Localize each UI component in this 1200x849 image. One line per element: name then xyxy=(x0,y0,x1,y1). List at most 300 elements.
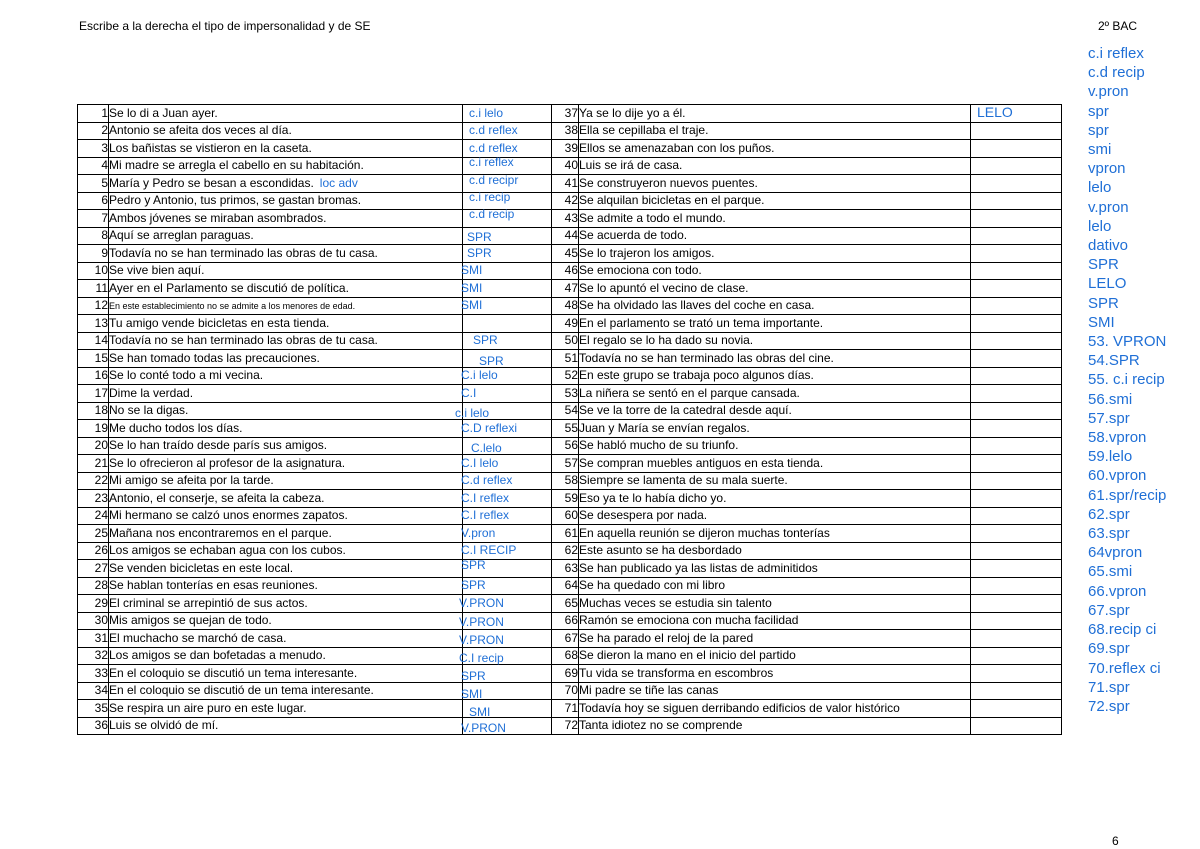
item-number: 45 xyxy=(552,245,579,263)
answer-text: SMI xyxy=(461,263,483,278)
sentence-text: Ellos se amenazaban con los puños. xyxy=(579,140,971,158)
answer-text: SPR xyxy=(461,578,486,593)
side-answer-item: smi xyxy=(1088,141,1112,159)
answer-cell[interactable] xyxy=(463,472,552,490)
table-row xyxy=(78,612,1062,630)
side-answer-item: 71.spr xyxy=(1088,678,1130,696)
side-answer-item: spr xyxy=(1088,121,1109,139)
item-number: 24 xyxy=(78,507,109,525)
page-number: 6 xyxy=(1112,834,1119,848)
sentence-text xyxy=(109,315,463,333)
answer-text: C.I reflex xyxy=(461,508,510,523)
item-number: 23 xyxy=(78,490,109,508)
sentence-text xyxy=(109,647,463,665)
answer-text: SMI xyxy=(461,280,483,295)
item-number: 65 xyxy=(552,595,579,613)
item-number: 56 xyxy=(552,437,579,455)
side-answer-item: v.pron xyxy=(1088,198,1129,216)
sentence-text-value: Se lo conté todo a mi vecina. xyxy=(109,368,264,383)
answer-text: SPR xyxy=(479,353,504,368)
sentence-text: Se compran muebles antiguos en esta tienda. xyxy=(579,455,971,473)
sentence-text-value: El muchacho se marchó de casa. xyxy=(109,630,287,645)
table-row xyxy=(78,595,1062,613)
answer-cell[interactable] xyxy=(971,245,1062,263)
table-row xyxy=(78,175,1062,193)
answer-cell[interactable] xyxy=(459,595,552,613)
table-row xyxy=(78,350,1062,368)
item-number: 33 xyxy=(78,665,109,683)
answer-cell[interactable] xyxy=(463,245,552,263)
answer-cell[interactable] xyxy=(463,227,552,245)
course-level: 2º BAC xyxy=(1098,19,1138,33)
answer-cell[interactable] xyxy=(971,560,1062,578)
answer-text: c.d recip xyxy=(469,206,515,221)
sentence-text: Todavía hoy se siguen derribando edificios de valor histórico xyxy=(579,700,971,718)
answer-cell[interactable] xyxy=(971,420,1062,438)
sentence-text-value: Luis se olvidó de mí. xyxy=(109,718,219,733)
answer-cell[interactable] xyxy=(971,455,1062,473)
item-number: 32 xyxy=(78,647,109,665)
answer-text: SPR xyxy=(473,333,498,348)
sentence-text: Este asunto se ha desbordado xyxy=(579,542,971,560)
item-number: 35 xyxy=(78,700,109,718)
item-number: 55 xyxy=(552,420,579,438)
sentence-text: Muchas veces se estudia sin talento xyxy=(579,595,971,613)
table-row xyxy=(78,647,1062,665)
item-number: 51 xyxy=(552,350,579,368)
table-row xyxy=(78,700,1062,718)
answer-cell[interactable] xyxy=(971,105,1062,123)
answer-cell[interactable] xyxy=(971,717,1062,735)
answer-cell[interactable] xyxy=(459,630,552,648)
sentence-text xyxy=(109,210,463,228)
sentence-text: Eso ya te lo había dicho yo. xyxy=(579,490,971,508)
item-number: 21 xyxy=(78,455,109,473)
item-number: 20 xyxy=(78,437,109,455)
table-row xyxy=(78,577,1062,595)
answer-cell[interactable] xyxy=(971,367,1062,385)
sentence-text xyxy=(109,140,463,158)
item-number: 15 xyxy=(78,350,109,368)
side-answer-item: 65.smi xyxy=(1088,563,1133,581)
answer-text: C.I reflex xyxy=(461,490,510,505)
answer-cell[interactable] xyxy=(971,490,1062,508)
side-answer-item: SPR xyxy=(1088,256,1119,274)
answer-text: C.I lelo xyxy=(461,455,499,470)
table-row xyxy=(78,227,1062,245)
item-number: 5 xyxy=(78,175,109,193)
item-number: 58 xyxy=(552,472,579,490)
item-number: 53 xyxy=(552,385,579,403)
answer-cell[interactable] xyxy=(971,577,1062,595)
sentence-text xyxy=(109,245,463,263)
answer-cell[interactable] xyxy=(971,350,1062,368)
answer-cell[interactable] xyxy=(463,332,552,350)
answer-text: c.d reflex xyxy=(469,140,518,155)
sentence-text xyxy=(109,577,463,595)
side-answer-item: 57.spr xyxy=(1088,409,1130,427)
answer-text: SPR xyxy=(461,557,486,572)
answer-cell[interactable] xyxy=(971,402,1062,420)
answer-text: V.PRON xyxy=(459,595,504,610)
answer-cell[interactable] xyxy=(463,367,552,385)
sentence-text xyxy=(109,105,463,123)
answer-cell[interactable] xyxy=(971,175,1062,193)
sentence-text xyxy=(109,717,463,735)
answer-cell[interactable] xyxy=(463,437,552,455)
sentence-text xyxy=(109,280,463,298)
answer-cell[interactable] xyxy=(971,525,1062,543)
answer-text: SMI xyxy=(461,687,483,702)
side-answer-item: 58.vpron xyxy=(1088,429,1147,447)
sentence-text: Se han publicado ya las listas de adminitidos xyxy=(579,560,971,578)
item-number: 61 xyxy=(552,525,579,543)
sentence-text: Tanta idiotez no se comprende xyxy=(579,717,971,735)
table-row xyxy=(78,525,1062,543)
sentence-text xyxy=(109,560,463,578)
sentence-text: Se ve la torre de la catedral desde aquí. xyxy=(579,402,971,420)
item-number: 63 xyxy=(552,560,579,578)
side-answer-item: dativo xyxy=(1088,237,1129,255)
item-number: 41 xyxy=(552,175,579,193)
answer-text: V.pron xyxy=(461,525,496,540)
table-row xyxy=(78,385,1062,403)
sentence-text-value: Mi hermano se calzó unos enormes zapatos. xyxy=(109,508,348,523)
item-number: 8 xyxy=(78,227,109,245)
answer-text: LELO xyxy=(977,104,1013,121)
answer-cell[interactable] xyxy=(971,315,1062,333)
answer-cell[interactable] xyxy=(463,525,552,543)
sentence-text-value: En el coloquio se discutió un tema interesante. xyxy=(109,665,358,680)
answer-cell[interactable] xyxy=(971,507,1062,525)
sentence-text-value: Tu amigo vende bicicletas en esta tienda. xyxy=(109,315,330,330)
answer-cell[interactable] xyxy=(463,105,552,123)
sentence-text-value: Se venden bicicletas en este local. xyxy=(109,560,294,575)
answer-cell[interactable] xyxy=(971,682,1062,700)
sentence-text xyxy=(109,175,463,193)
sentence-text-value: Mi amigo se afeita por la tarde. xyxy=(109,473,274,488)
answer-text: C.i lelo xyxy=(461,368,498,383)
sentence-text-value: Se hablan tonterías en esas reuniones. xyxy=(109,578,318,593)
answer-cell[interactable] xyxy=(971,595,1062,613)
sentence-text xyxy=(109,420,463,438)
sentence-text xyxy=(109,630,463,648)
answer-text: V.PRON xyxy=(459,615,504,630)
item-number: 34 xyxy=(78,682,109,700)
table-row xyxy=(78,455,1062,473)
sentence-text xyxy=(109,507,463,525)
table-row xyxy=(78,332,1062,350)
sentence-text-value: Pedro y Antonio, tus primos, se gastan bromas. xyxy=(109,193,362,208)
table-row xyxy=(78,682,1062,700)
answer-cell[interactable] xyxy=(463,700,552,718)
item-number: 29 xyxy=(78,595,109,613)
sentence-text-value: En este establecimiento no se admite a los menores de edad. xyxy=(109,300,356,311)
answer-cell[interactable] xyxy=(971,122,1062,140)
answer-cell[interactable] xyxy=(971,157,1062,175)
answer-text: V.PRON xyxy=(459,632,504,647)
sentence-text-value: Me ducho todos los días. xyxy=(109,420,243,435)
table-row xyxy=(78,665,1062,683)
table-row xyxy=(78,210,1062,228)
sentence-text: En aquella reunión se dijeron muchas tonterías xyxy=(579,525,971,543)
side-answer-item: vpron xyxy=(1088,160,1126,178)
sentence-text-value: Antonio se afeita dos veces al día. xyxy=(109,123,292,138)
item-number: 38 xyxy=(552,122,579,140)
sentence-text xyxy=(109,700,463,718)
answer-cell[interactable] xyxy=(971,192,1062,210)
item-number: 16 xyxy=(78,367,109,385)
answer-cell[interactable] xyxy=(971,140,1062,158)
answer-text: C.I RECIP xyxy=(461,543,517,558)
sentence-text: Se ha olvidado las llaves del coche en casa. xyxy=(579,297,971,315)
sentence-text: Se habló mucho de su triunfo. xyxy=(579,437,971,455)
sentence-text: El regalo se lo ha dado su novia. xyxy=(579,332,971,350)
table-row xyxy=(78,630,1062,648)
answer-cell[interactable] xyxy=(971,385,1062,403)
sentence-text: Se construyeron nuevos puentes. xyxy=(579,175,971,193)
answer-text: SMI xyxy=(461,298,483,313)
answer-text: c.d reflex xyxy=(469,123,518,138)
sentence-text-value: Se lo han traído desde parís sus amigos. xyxy=(109,438,328,453)
side-answer-item: 72.spr xyxy=(1088,697,1130,715)
item-number: 62 xyxy=(552,542,579,560)
sentence-text-value: Todavía no se han terminado las obras de tu casa. xyxy=(109,333,378,348)
side-answer-item: c.i reflex xyxy=(1088,45,1144,62)
answer-cell[interactable] xyxy=(463,577,552,595)
answer-cell[interactable] xyxy=(463,665,552,683)
side-answer-item: 55. c.i recip xyxy=(1088,371,1165,389)
side-answer-item: lelo xyxy=(1088,217,1112,235)
side-answer-item: 70.reflex ci xyxy=(1088,659,1161,677)
answer-cell[interactable] xyxy=(971,332,1062,350)
side-answer-item: 61.spr/recip xyxy=(1088,486,1167,504)
answer-cell[interactable] xyxy=(459,647,552,666)
item-number: 2 xyxy=(78,122,109,140)
exercise-table xyxy=(77,104,1062,735)
item-number: 19 xyxy=(78,420,109,438)
side-answer-item: 69.spr xyxy=(1088,640,1130,658)
item-number: 14 xyxy=(78,332,109,350)
item-number: 27 xyxy=(78,560,109,578)
sentence-text-value: Mis amigos se quejan de todo. xyxy=(109,613,272,628)
sentence-text-value: Se han tomado todas las precauciones. xyxy=(109,350,320,365)
item-number: 7 xyxy=(78,210,109,228)
side-answer-item: SPR xyxy=(1088,294,1119,312)
answer-cell[interactable] xyxy=(971,647,1062,665)
sentence-text xyxy=(109,542,463,560)
side-answer-item: 62.spr xyxy=(1088,505,1130,523)
item-number: 17 xyxy=(78,385,109,403)
side-answer-list xyxy=(1088,44,1166,716)
item-number: 28 xyxy=(78,577,109,595)
answer-cell[interactable] xyxy=(463,262,552,280)
answer-cell[interactable] xyxy=(463,315,552,333)
answer-cell[interactable] xyxy=(459,612,552,630)
sentence-text: Todavía no se han terminado las obras del cine. xyxy=(579,350,971,368)
table-row xyxy=(78,490,1062,508)
side-answer-item: 56.smi xyxy=(1088,390,1133,408)
answer-cell[interactable] xyxy=(971,630,1062,648)
table-row xyxy=(78,192,1062,210)
sentence-text xyxy=(109,192,463,210)
table-row xyxy=(78,280,1062,298)
answer-cell[interactable] xyxy=(463,280,552,298)
side-answer-item: 64vpron xyxy=(1088,544,1143,562)
item-number: 66 xyxy=(552,612,579,630)
item-number: 67 xyxy=(552,630,579,648)
answer-cell[interactable] xyxy=(971,210,1062,228)
table-row xyxy=(78,507,1062,525)
answer-cell[interactable] xyxy=(461,557,552,578)
item-number: 64 xyxy=(552,577,579,595)
item-number: 71 xyxy=(552,700,579,718)
item-number: 1 xyxy=(78,105,109,123)
item-number: 69 xyxy=(552,665,579,683)
sentence-text: En este grupo se trabaja poco algunos días. xyxy=(579,367,971,385)
answer-cell[interactable] xyxy=(971,665,1062,683)
side-answer-item: 60.vpron xyxy=(1088,467,1147,485)
answer-text: c.i recip xyxy=(469,190,511,205)
item-number: 18 xyxy=(78,402,109,420)
item-number: 3 xyxy=(78,140,109,158)
sentence-text: Se dieron la mano en el inicio del partido xyxy=(579,647,971,665)
table-row xyxy=(78,542,1062,560)
table-row xyxy=(78,140,1062,158)
answer-cell[interactable] xyxy=(463,455,552,473)
sentence-text xyxy=(109,665,463,683)
answer-cell[interactable] xyxy=(463,350,552,368)
sentence-text xyxy=(109,367,463,385)
table-row xyxy=(78,402,1062,420)
item-number: 13 xyxy=(78,315,109,333)
page-title: Escribe a la derecha el tipo de impersonalidad y de SE xyxy=(79,19,371,33)
sentence-text: Se emociona con todo. xyxy=(579,262,971,280)
answer-cell[interactable] xyxy=(463,507,552,525)
answer-cell[interactable] xyxy=(463,717,552,735)
sentence-text xyxy=(109,595,463,613)
sentence-text xyxy=(109,682,463,700)
sentence-text-value: Se lo di a Juan ayer. xyxy=(109,105,218,120)
item-number: 26 xyxy=(78,542,109,560)
sentence-text xyxy=(109,227,463,245)
item-number: 50 xyxy=(552,332,579,350)
item-number: 39 xyxy=(552,140,579,158)
item-number: 60 xyxy=(552,507,579,525)
answer-cell[interactable] xyxy=(971,227,1062,245)
item-number: 36 xyxy=(78,717,109,735)
answer-text: SPR xyxy=(467,245,492,260)
answer-cell[interactable] xyxy=(971,437,1062,455)
item-number: 57 xyxy=(552,455,579,473)
side-answer-item: 54.SPR xyxy=(1088,352,1140,370)
answer-cell[interactable] xyxy=(971,472,1062,490)
side-answer-item: c.d recip xyxy=(1088,64,1145,82)
answer-cell[interactable] xyxy=(971,280,1062,298)
sentence-text: Luis se irá de casa. xyxy=(579,157,971,175)
answer-cell[interactable] xyxy=(971,700,1062,718)
item-number: 42 xyxy=(552,192,579,210)
answer-cell[interactable] xyxy=(971,542,1062,560)
item-number: 54 xyxy=(552,402,579,420)
item-number: 11 xyxy=(78,280,109,298)
item-number: 70 xyxy=(552,682,579,700)
table-row xyxy=(78,472,1062,490)
answer-cell[interactable] xyxy=(463,297,552,315)
answer-cell[interactable] xyxy=(971,262,1062,280)
sentence-text: Se lo apuntó el vecino de clase. xyxy=(579,280,971,298)
sentence-text-value: María y Pedro se besan a escondidas. xyxy=(109,175,314,190)
table-row xyxy=(78,297,1062,315)
side-answer-item: v.pron xyxy=(1088,83,1129,101)
item-number: 10 xyxy=(78,262,109,280)
sentence-text-value: Mi madre se arregla el cabello en su habitación. xyxy=(109,158,364,173)
answer-text: V.PRON xyxy=(461,721,506,736)
answer-cell[interactable] xyxy=(463,682,552,700)
sentence-text-value: Se vive bien aquí. xyxy=(109,263,205,278)
item-number: 22 xyxy=(78,472,109,490)
side-answer-item: 53. VPRON xyxy=(1088,333,1167,351)
answer-text: SPR xyxy=(467,230,492,245)
sentence-text: En el parlamento se trató un tema importante. xyxy=(579,315,971,333)
table-row xyxy=(78,560,1062,578)
table-row xyxy=(78,157,1062,175)
sentence-text: Juan y María se envían regalos. xyxy=(579,420,971,438)
sentence-text xyxy=(109,157,463,175)
answer-cell[interactable] xyxy=(971,297,1062,315)
answer-cell[interactable] xyxy=(455,402,552,421)
answer-cell[interactable] xyxy=(463,420,552,438)
side-answer-item: 67.spr xyxy=(1088,601,1130,619)
margin-note: loc adv xyxy=(319,175,358,190)
sentence-text-value: Los amigos se echaban agua con los cubos. xyxy=(109,543,346,558)
answer-cell[interactable] xyxy=(971,612,1062,630)
sentence-text xyxy=(109,455,463,473)
answer-cell[interactable] xyxy=(463,122,552,140)
sentence-text xyxy=(109,490,463,508)
sentence-text: Se acuerda de todo. xyxy=(579,227,971,245)
answer-cell[interactable] xyxy=(463,490,552,508)
sentence-text xyxy=(109,350,463,368)
table-row xyxy=(78,245,1062,263)
table-row xyxy=(78,262,1062,280)
table-row xyxy=(78,437,1062,455)
side-answer-item: spr xyxy=(1088,102,1109,120)
sentence-text-value: Mañana nos encontraremos en el parque. xyxy=(109,525,332,540)
item-number: 6 xyxy=(78,192,109,210)
sentence-text-value: Los amigos se dan bofetadas a menudo. xyxy=(109,648,326,663)
answer-cell[interactable] xyxy=(463,385,552,403)
sentence-text-value: Los bañistas se vistieron en la caseta. xyxy=(109,140,312,155)
answer-text: c.d recipr xyxy=(469,172,519,187)
sentence-text-value: Se respira un aire puro en este lugar. xyxy=(109,700,307,715)
item-number: 9 xyxy=(78,245,109,263)
answer-text: C.d reflex xyxy=(461,473,513,488)
sentence-text: La niñera se sentó en el parque cansada. xyxy=(579,385,971,403)
answer-cell[interactable] xyxy=(463,206,552,228)
item-number: 40 xyxy=(552,157,579,175)
sentence-text xyxy=(109,332,463,350)
item-number: 59 xyxy=(552,490,579,508)
item-number: 31 xyxy=(78,630,109,648)
sentence-text xyxy=(109,122,463,140)
sentence-text: Se alquilan bicicletas en el parque. xyxy=(579,192,971,210)
side-answer-item: 68.recip ci xyxy=(1088,621,1157,639)
sentence-text-value: Todavía no se han terminado las obras de tu casa. xyxy=(109,245,378,260)
sentence-text: Se ha quedado con mi libro xyxy=(579,577,971,595)
sentence-text-value: Ambos jóvenes se miraban asombrados. xyxy=(109,210,327,225)
table-row xyxy=(78,105,1062,123)
